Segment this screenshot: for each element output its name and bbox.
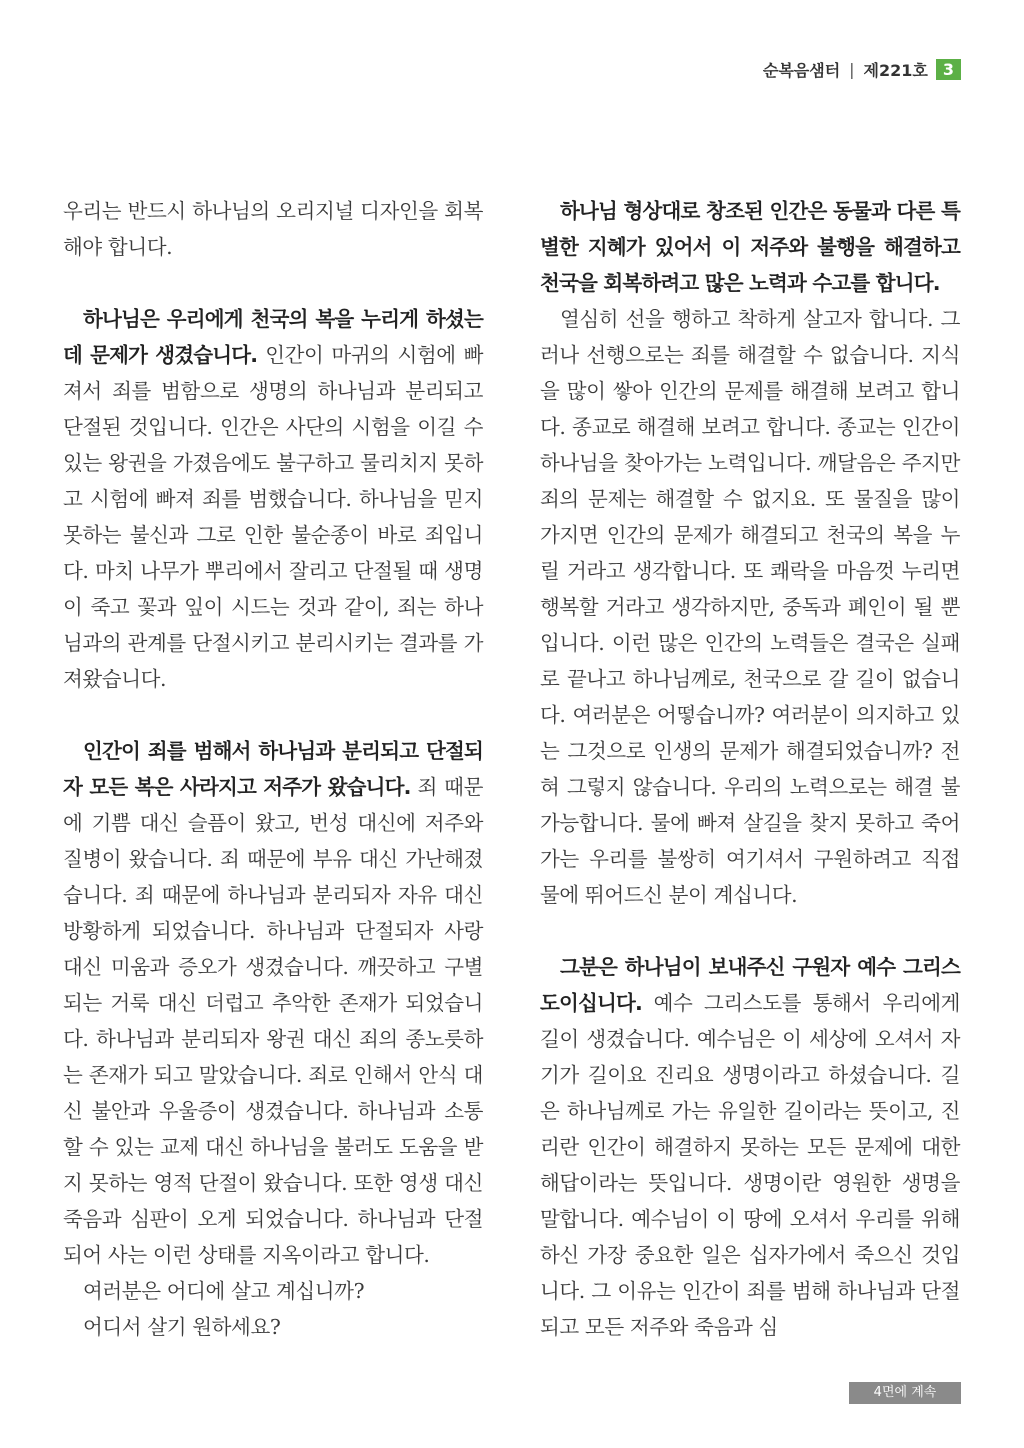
left-paragraph-5: 어디서 살기 원하세요? <box>83 1315 281 1339</box>
continued-on-page-label: 4면에 계속 <box>849 1382 961 1404</box>
left-paragraph-2-body: 인간이 마귀의 시험에 빠져서 죄를 범함으로 생명의 하나님과 분리되고 단절된 것입니다. 인간은 사단의 시험을 이길 수 있는 왕권을 가졌음에도 불구하고 물리치지 못하고 시험에 빠져 죄를 범했습니다. 하나님을 믿지 못하는 불신과 그로 인한 불순종이 바로 죄입니다. 마치 나무가 뿌리에서 잘리고 단절될 때 생명이 죽고 꽃과 잎이 시드는 것과 같이, 죄는 하나님과의 관계를 단절시키고 분리시키는 결과를 가져왔습니다. <box>63 343 483 691</box>
right-paragraph-1-heading: 하나님 형상대로 창조된 인간은 동물과 다른 특별한 지혜가 있어서 이 저주와 불행을 해결하고 천국을 회복하려고 많은 노력과 수고를 합니다. <box>540 199 960 295</box>
right-paragraph-3-body: 예수 그리스도를 통해서 우리에게 길이 생겼습니다. 예수님은 이 세상에 오셔서 자기가 길이요 진리요 생명이라고 하셨습니다. 길은 하나님께로 가는 유일한 길이라는 뜻이고, 진리란 인간이 해결하지 못하는 모든 문제에 대한 해답이라는 뜻입니다. 생명이란 영원한 생명을 말합니다. 예수님이 이 땅에 오셔서 우리를 위해 하신 가장 중요한 일은 십자가에서 죽으신 것입니다. 그 이유는 인간이 죄를 범해 하나님과 단절되고 모든 저주와 죽음과 심 <box>540 991 960 1339</box>
page-header <box>763 58 961 81</box>
header-separator: | <box>849 60 855 79</box>
left-paragraph-1: 우리는 반드시 하나님의 오리지널 디자인을 회복해야 합니다. <box>63 199 483 259</box>
right-paragraph-2: 열심히 선을 행하고 착하게 살고자 합니다. 그러나 선행으로는 죄를 해결할 수 없습니다. 지식을 많이 쌓아 인간의 문제를 해결해 보려고 합니다. 종교로 해결해 보려고 합니다. 종교는 인간이 하나님을 찾아가는 노력입니다. 깨달음은 주지만 죄의 문제는 해결할 수 없지요. 또 물질을 많이 가지면 인간의 문제가 해결되고 천국의 복을 누릴 거라고 생각합니다. 또 쾌락을 마음껏 누리면 행복할 거라고 생각하지만, 중독과 폐인이 될 뿐입니다. 이런 많은 인간의 노력들은 결국은 실패로 끝나고 하나님께로, 천국으로 갈 길이 없습니다. 여러분은 어떻습니까? 여러분이 의지하고 있는 그것으로 인생의 문제가 해결되었습니까? 전혀 그렇지 않습니다. 우리의 노력으로는 해결 불가능합니다. 물에 빠져 살길을 찾지 못하고 죽어가는 우리를 불쌍히 여기셔서 구원하려고 직접 물에 뛰어드신 분이 계십니다. <box>540 307 960 907</box>
left-paragraph-4: 여러분은 어디에 살고 계십니까? <box>83 1279 365 1303</box>
right-paragraph-1 <box>540 193 960 301</box>
right-paragraph-3 <box>540 949 960 1345</box>
left-paragraph-3-heading: 인간이 죄를 범해서 하나님과 분리되고 단절되자 모든 복은 사라지고 저주가 왔습니다. <box>63 739 483 799</box>
left-column <box>63 193 483 1345</box>
publication-name: 순복음샘터 <box>762 61 841 80</box>
issue-number: 제221호 <box>863 61 928 80</box>
left-paragraph-3 <box>63 733 483 1273</box>
left-paragraph-3-body: 죄 때문에 기쁨 대신 슬픔이 왔고, 번성 대신에 저주와 질병이 왔습니다. 죄 때문에 부유 대신 가난해졌습니다. 죄 때문에 하나님과 분리되자 자유 대신 방황하게 되었습니다. 하나님과 단절되자 사랑 대신 미움과 증오가 생겼습니다. 깨끗하고 구별되는 거룩 대신 더럽고 추악한 존재가 되었습니다. 하나님과 분리되자 왕권 대신 죄의 종노릇하는 존재가 되고 말았습니다. 죄로 인해서 안식 대신 불안과 우울증이 생겼습니다. 하나님과 소통할 수 있는 교제 대신 하나님을 불러도 도움을 받지 못하는 영적 단절이 왔습니다. 또한 영생 대신 죽음과 심판이 오게 되었습니다. 하나님과 단절되어 사는 이런 상태를 지옥이라고 합니다. <box>63 775 483 1267</box>
right-column <box>540 193 960 1345</box>
page-number-badge: 3 <box>936 59 961 80</box>
left-paragraph-2 <box>63 301 483 697</box>
left-paragraph-2-heading: 하나님은 우리에게 천국의 복을 누리게 하셨는데 문제가 생겼습니다. <box>63 307 483 367</box>
right-paragraph-3-heading: 그분은 하나님이 보내주신 구원자 예수 그리스도이십니다. <box>540 955 960 1015</box>
